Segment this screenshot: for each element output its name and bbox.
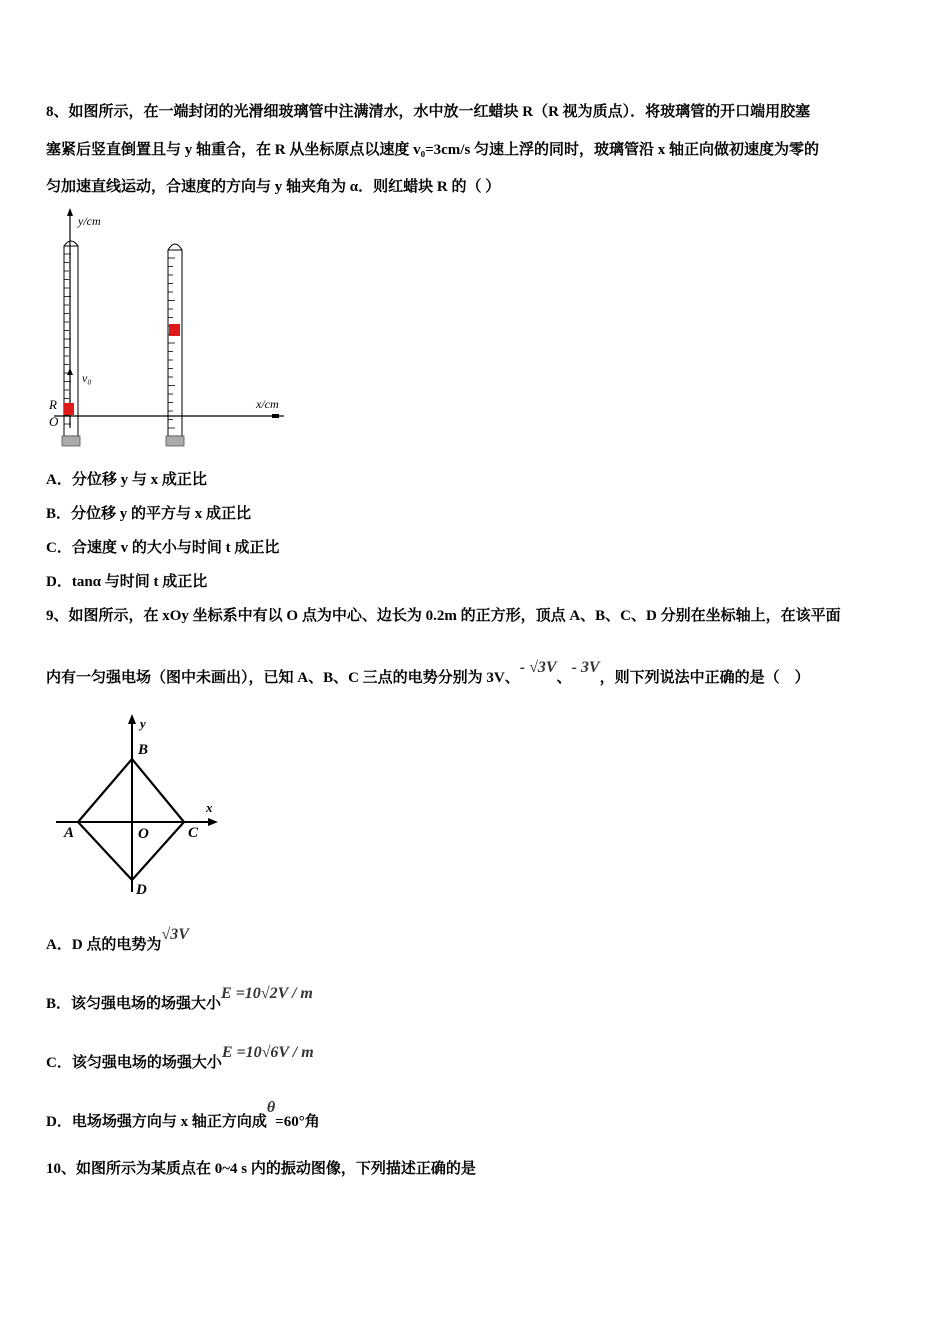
q9-option-a bbox=[46, 926, 189, 955]
q9-option-d-math: θ bbox=[266, 1099, 276, 1116]
q9-separator: 、 bbox=[556, 670, 572, 686]
q8-red-block-moved bbox=[169, 324, 180, 336]
q9-stem-line2-pre: 内有一匀强电场（图中未画出），已知 A、B、C 三点的电势分别为 3V、 bbox=[46, 670, 520, 686]
q10-stem-line1: 10、如图所示为某质点在 0~4 s 内的振动图像，下列描述正确的是 bbox=[46, 1161, 476, 1177]
q8-velocity-label: v₀ bbox=[82, 371, 92, 385]
q9-option-b bbox=[46, 985, 313, 1014]
q8-stem-line1: 8、如图所示，在一端封闭的光滑细玻璃管中注满清水，水中放一红蜡块 R（R 视为质点）．将玻璃管的开口端用胶塞 bbox=[46, 104, 811, 120]
q9-x-arrow bbox=[208, 818, 218, 826]
q8-option-d: D．tanα 与时间 t 成正比 bbox=[46, 574, 208, 590]
q8-option-b: B．分位移 y 的平方与 x 成正比 bbox=[46, 506, 252, 522]
q9-potential-b: - √3V bbox=[519, 659, 557, 676]
q9-option-b-math: E =10√2V / m bbox=[221, 985, 313, 1002]
q8-figure bbox=[44, 208, 294, 450]
q9-option-d bbox=[46, 1099, 320, 1132]
q8-x-arrow bbox=[272, 414, 279, 418]
q8-stem-line3: 匀加速直线运动，合速度的方向与 y 轴夹角为 α．则红蜡块 R 的（ ） bbox=[46, 179, 501, 195]
q8-y-label: y/cm bbox=[78, 214, 101, 228]
q9-option-c-math: E =10√6V / m bbox=[221, 1044, 314, 1061]
q9-stem-line1: 9、如图所示，在 xOy 坐标系中有以 O 点为中心、边长为 0.2m 的正方形，顶点 A、B、C、D 分别在坐标轴上，在该平面 bbox=[46, 608, 841, 624]
q9-option-d-after: =60°角 bbox=[275, 1114, 320, 1130]
q9-stem-line2-post: ，则下列说法中正确的是（ ） bbox=[599, 670, 810, 686]
q8-stopper-2 bbox=[166, 436, 184, 446]
q8-y-arrow bbox=[67, 208, 73, 216]
q8-option-a: A．分位移 y 与 x 成正比 bbox=[46, 472, 207, 488]
q9-option-b-text: B．该匀强电场的场强大小 bbox=[46, 996, 222, 1012]
q9-label-d: D bbox=[136, 882, 147, 898]
q9-label-b: B bbox=[138, 742, 149, 758]
q9-stem-line2 bbox=[46, 659, 810, 688]
q9-label-c: C bbox=[188, 825, 199, 841]
q9-figure bbox=[52, 712, 222, 902]
q9-potential-c: - 3V bbox=[571, 659, 600, 676]
q9-option-a-text: A．D 点的电势为 bbox=[46, 937, 162, 953]
q8-option-c: C．合速度 v 的大小与时间 t 成正比 bbox=[46, 540, 280, 556]
q9-label-x: x bbox=[206, 800, 213, 815]
q9-label-y: y bbox=[140, 716, 146, 731]
q8-red-block-origin bbox=[64, 403, 74, 415]
q9-option-c-text: C．该匀强电场的场强大小 bbox=[46, 1055, 222, 1071]
q8-x-label: x/cm bbox=[256, 397, 279, 411]
q8-o-label: O bbox=[49, 414, 59, 429]
q9-label-a: A bbox=[64, 825, 75, 841]
q9-y-arrow bbox=[128, 714, 136, 724]
q8-stem-line2: 塞紧后竖直倒置且与 y 轴重合，在 R 从坐标原点以速度 v₀=3cm/s 匀速上浮的同时，玻璃管沿 x 轴正向做初速度为零的 bbox=[46, 142, 820, 158]
q9-option-a-math: √3V bbox=[161, 926, 189, 943]
q9-label-o: O bbox=[138, 826, 149, 842]
q9-option-d-text: D．电场场强方向与 x 轴正方向成 bbox=[46, 1114, 267, 1130]
q9-option-c bbox=[46, 1044, 314, 1073]
q8-stopper-1 bbox=[62, 436, 80, 446]
q8-r-label: R bbox=[49, 397, 57, 412]
